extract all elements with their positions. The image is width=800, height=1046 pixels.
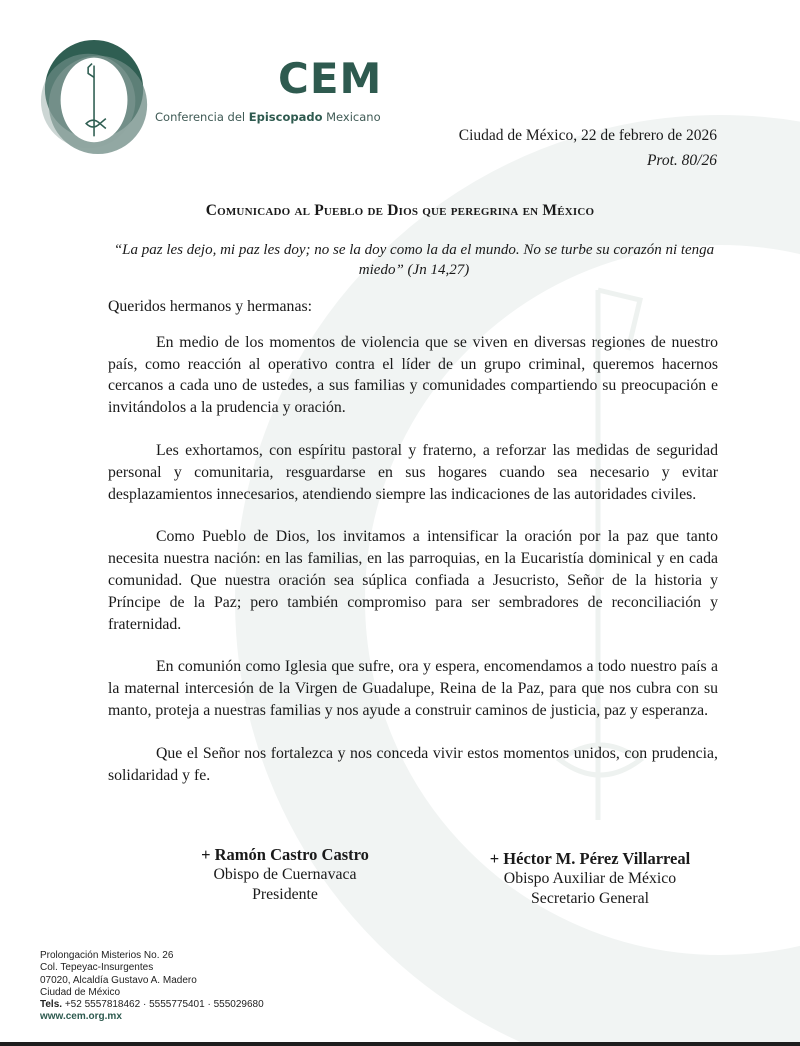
protocol-number: Prot. 80/26: [646, 152, 717, 169]
signature-president: [170, 845, 400, 905]
tel-numbers: +52 5557818462 · 5555775401 · 555029680: [62, 999, 264, 1011]
paragraph: Que el Señor nos fortalezca y nos conceda vivir estos momentos unidos, con prudencia, solidaridad y fe.: [108, 744, 718, 784]
paragraph: En comunión como Iglesia que sufre, ora y espera, encomendamos a todo nuestro país a la maternal intercesión de la Virgen de Guadalupe, Reina de la Paz, para que nos cubra con su manto, proteja a nuestras familias y nos ayude a construir caminos de justicia, paz y esperanza.: [108, 658, 718, 719]
address-line: 07020, Alcaldía Gustavo A. Madero: [40, 974, 197, 986]
cem-logo-icon: [37, 38, 155, 156]
paragraph: En medio de los momentos de violencia que se viven en diversas regiones de nuestro país, como reacción al operativo contra el líder de un grupo criminal, queremos hacernos cercanos a cada uno de ustedes, a sus familias y comunidades compartiendo su preocupación e invitándolos a la prudencia y oración.: [108, 333, 718, 417]
paragraph: Como Pueblo de Dios, los invitamos a intensificar la oración por la paz que tanto necesita nuestra nación: en las familias, en las parroquias, en la Eucaristía dominical y en cada comunidad. Que nuestra oración sea súplica confiada a Jesucristo, Señor de la historia y Príncipe de la Paz; pero también compromiso para ser sembradores de reconciliación y fraternidad.: [108, 528, 718, 633]
website-link[interactable]: www.cem.org.mx: [40, 1011, 122, 1023]
signatory-name: + Héctor M. Pérez Villarreal: [489, 849, 691, 868]
document-title: Comunicado al Pueblo de Dios que peregrina en México: [205, 202, 595, 219]
signatory-role: Obispo de Cuernavaca: [213, 866, 357, 883]
signatory-name: + Ramón Castro Castro: [201, 845, 369, 864]
salutation: Queridos hermanos y hermanas:: [108, 298, 312, 315]
signature-secretary: [455, 849, 725, 909]
place-date: Ciudad de México, 22 de febrero de 2026: [458, 127, 717, 144]
brand-full-name: [155, 110, 381, 124]
tel-label: Tels.: [40, 999, 63, 1011]
brand-name-suffix: Mexicano: [322, 110, 381, 124]
letter-body: [108, 296, 718, 807]
signatory-position: Presidente: [252, 886, 318, 903]
address-line: Ciudad de México: [40, 986, 121, 998]
footer-contact: [40, 950, 264, 1024]
paragraph: Les exhortamos, con espíritu pastoral y fraterno, a reforzar las medidas de seguridad personal y comunitaria, resguardarse en sus hogares cuando sea necesario y evitar desplazamientos innecesarios, atendiendo siempre las indicaciones de las autoridades civiles.: [108, 441, 718, 503]
signatory-position: Secretario General: [531, 890, 649, 907]
brand-acronym: CEM: [278, 54, 383, 103]
bottom-border: [0, 1042, 800, 1046]
signatory-role: Obispo Auxiliar de México: [503, 870, 677, 887]
phone-line: [40, 999, 264, 1011]
address-line: Prolongación Misterios No. 26: [40, 950, 174, 961]
brand-name-bold: Episcopado: [248, 110, 323, 124]
epigraph-quote: “La paz les dejo, mi paz les doy; no se la doy como la da el mundo. No se turbe su corazón ni tenga miedo” (Jn 14,27): [113, 242, 715, 278]
address-line: Col. Tepeyac-Insurgentes: [40, 962, 154, 974]
brand-name-prefix: Conferencia del: [155, 110, 249, 124]
